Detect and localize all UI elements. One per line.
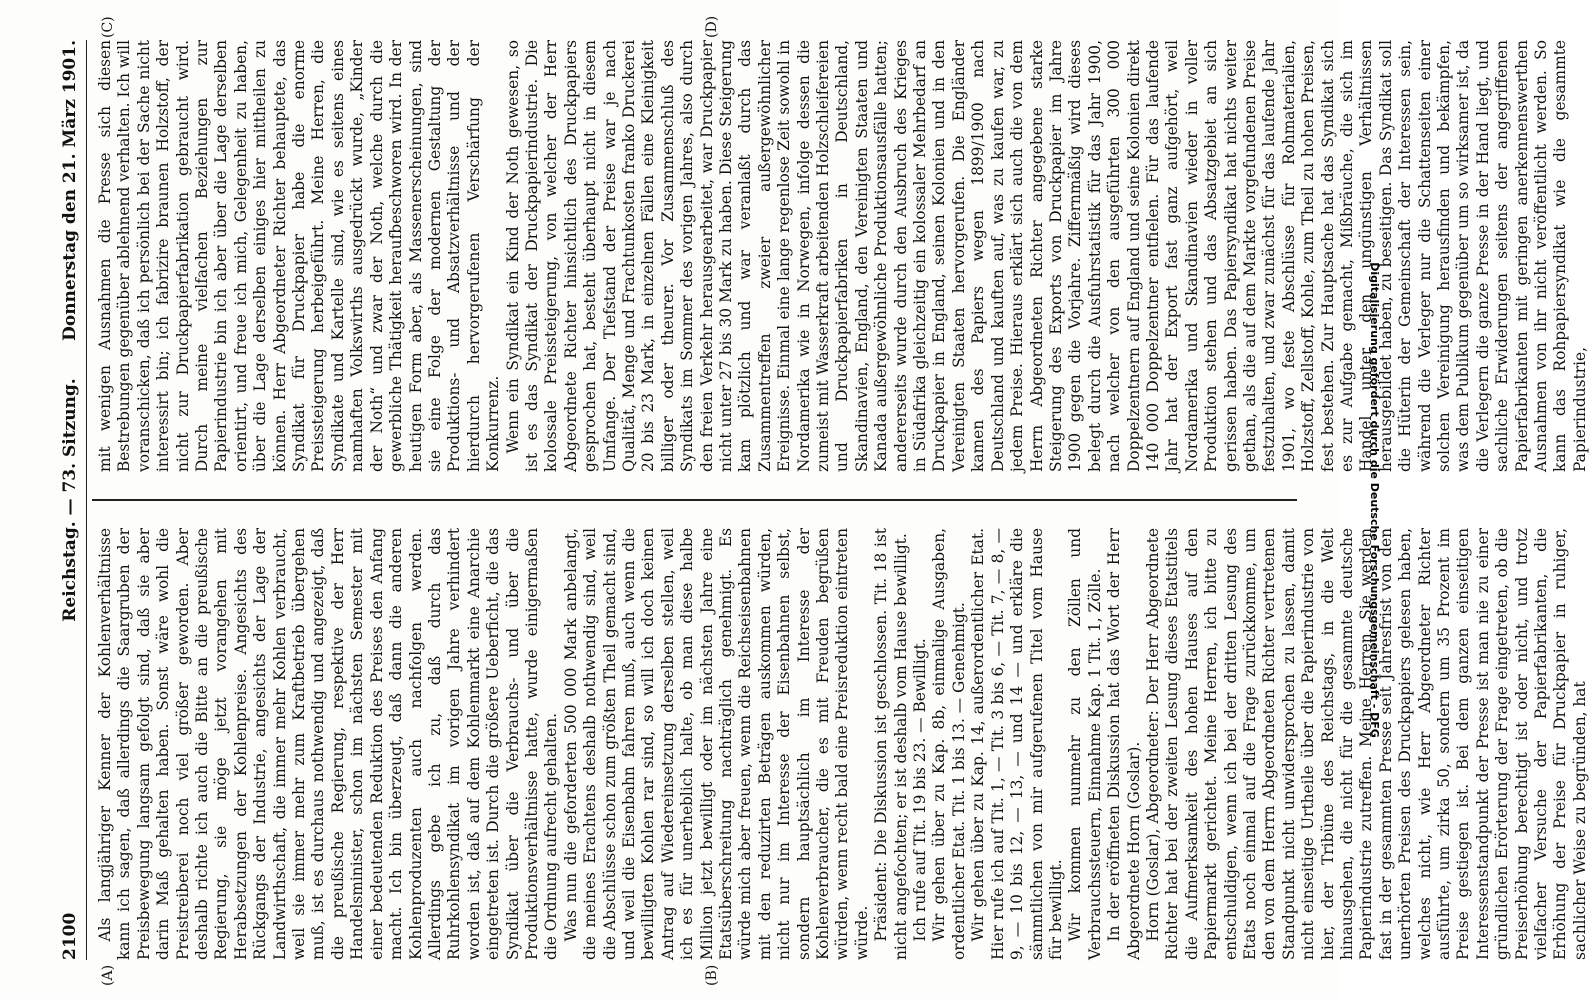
digitization-credit bbox=[1365, 8, 1381, 992]
margin-marker-a: (A) bbox=[100, 964, 116, 986]
paragraph: Wir kommen nunmehr zu den Zöllen und Verbrauchssteuern, Einnahme Kap. 1 Tit. 1, Zölle. bbox=[1066, 528, 1104, 960]
left-text-column bbox=[96, 528, 1589, 960]
paragraph: Als langjähriger Kenner der Kohlenverhältnisse kann ich sagen, daß allerdings die Saargruben der Preisbewegung langsam gefolgt sind, daß sie aber darin Maß gehalten haben. Sonst wäre wohl die Preistreiberei noch viel größer geworden. Aber deshalb richte ich auch die Bitte an die preußische Regierung, sie möge jetzt vorangehen mit Herabsetzungen der Kohlenpreise. Angesichts des Rückgangs der Industrie, angesichts der Lage der Landwirthschaft, die immer mehr Kohlen verbraucht, weil sie immer mehr zum Kraftbetrieb übergehen muß, ist es durchaus nothwendig und angezeigt, daß die preußische Regierung, respektive der Herr Handelsminister, schon im nächsten Semester mit einer bedeutenden Reduktion des Preises den Anfang macht. Ich bin überzeugt, daß dann die anderen Kohlenproduzenten auch nachfolgen werden. Allerdings gebe ich zu, daß durch das Ruhrkohlensyndikat im vorigen Jahre verhindert worden ist, daß auf dem Kohlenmarkt eine Anarchie eingetreten ist. Durch die größere Ueberficht, die das Syndikat über die Verbrauchs- und über die Produktionsverhältnisse hatte, wurde einigermaßen die Ordnung aufrecht gehalten. bbox=[96, 528, 561, 960]
paragraph: Präsident: Die Diskussion ist geschlossen. Tit. 18 ist nicht angefochten; er ist deshalb vom Hause bewilligt. bbox=[872, 528, 910, 960]
column-divider bbox=[92, 500, 1297, 502]
paragraph: In der eröffneten Diskussion hat das Wort der Herr Abgeordnete Horn (Goslar). bbox=[1105, 528, 1143, 960]
digitization-credit-text: Digitalisierung gefördert durch die Deutsche Forschungsgemeinschaft - DFG bbox=[1368, 262, 1381, 738]
paragraph: Wir gehen über zu Kap. 8b, einmalige Ausgaben, ordentlicher Etat. Tit. 1 bis 13. — Genehmigt. bbox=[930, 528, 968, 960]
paragraph: Wir gehen über zu Kap. 14, außerordentlicher Etat. Hier rufe ich auf Tit. 1, — Tit. 3 bis 6, — Tit. 7, — 8, — 9, — 10 bis 12, — 13, — und 14 — und erkläre die sämmtlichen von mir aufgerufenen Titel vom Hause für bewilligt. bbox=[969, 528, 1065, 960]
paragraph: Horn (Goslar), Abgeordneter: Der Herr Abgeordnete Richter hat bei der zweiten Lesung dieses Etatstitels die Aufmerksamkeit des hohen Hauses auf den Papiermarkt gerichtet. Meine Herren, ich bitte zu entschuldigen, wenn ich bei der dritten Lesung des Etats noch einmal auf die Frage zurückkomme, um den von dem Herrn Abgeordneten Richter vertretenen Standpunkt nicht unwidersprochen zu lassen, damit nicht einseitige Urtheile über die Papierindustrie von hier, der Tribüne des Reichstags, in die Welt hinausgehen, die nicht für die gesammte deutsche Papierindustrie zutreffen. Meine Herren, Sie werden fast in der gesammten Presse seit Jahresfrist von den unerhörten Preisen des Druckpapiers gelesen haben, welches nicht, wie Herr Abgeordneter Richter ausführte, um zirka 50, sondern um 35 Prozent im Preise gestiegen ist. Bei dem ganzen einseitigen Interessenstandpunkt der Presse ist man nie zu einer gründlichen Erörterung der Frage eingetreten, ob die Preiserhöhung berechtigt ist oder nicht, und trotz vielfacher Versuche der Papierfabrikanten, die Erhöhung der Preise für Druckpapier in ruhiger, sachlicher Weise zu begründen, hat bbox=[1143, 528, 1589, 960]
paragraph: mit wenigen Ausnahmen die Presse sich diesen Bestrebungen gegenüber ablehnend verhalten. Ich will voranschicken, daß ich persönlich bei der Sache nicht interessirt bin; ich fabrizire braunen Holzstoff, der nicht zur Druckpapierfabrikation gebraucht wird. Durch meine vielfachen Beziehungen zur Papierindustrie bin ich aber über die Lage derselben orientirt, und freue ich mich, Gelegenheit zu haben, über die Lage derselben einiges hier mittheilen zu können. Herr Abgeordneter Richter behauptete, das Syndikat für Druckpapier habe die enorme Preissteigerung herbeigeführt. Meine Herren, die Syndikate und Kartelle sind, wie es seitens eines namhaften Volkswirths ausgedrückt wurde, „Kinder der Noth“ und zwar der Noth, welche durch die gewerbliche Thätigkeit heraufbeschworen wird. In der heutigen Form aber, als Massenerscheinungen, sind sie eine Folge der modernen Gestaltung der Produktions- und Absatzverhältnisse und der hierdurch hervorgerufenen Verschärfung der Konkurrenz. bbox=[96, 40, 503, 472]
page-number: 2100 bbox=[60, 912, 80, 960]
margin-marker-c: (C) bbox=[100, 16, 116, 38]
paragraph: Wenn ein Syndikat ein Kind der Noth gewesen, so ist es das Syndikat der Druckpapierindustrie. Die kolossale Preissteigerung, von welcher der Herr Abgeordnete Richter hinsichtlich des Druckpapiers gesprochen hat, besteht überhaupt nicht in diesem Umfange. Der Tiefstand der Preise war je nach Qualität, Menge und Frachtunkosten franko Druckerei 20 bis 23 Mark, in einzelnen Fällen eine Kleinigkeit billiger oder theurer. Vor Zusammenschluß des Syndikats im Sommer des vorigen Jahres, also durch den freien Verkehr herausgearbeitet, war Druckpapier nicht unter 27 bis 30 Mark zu haben. Diese Steigerung kam plötzlich und war veranlaßt durch das Zusammentreffen zweier außergewöhnlicher Ereignisse. Einmal eine lange regenlose Zeit sowohl in Nordamerika wie in Norwegen, infolge dessen die zumeist mit Wasserkraft arbeitenden Holzschleifereien und Druckpapierfabriken in Deutschland, Skandinavien, England, den Vereinigten Staaten und Kanada außergewöhnliche Produktionsausfälle hatten; andererseits wurde durch den Ausbruch des Krieges in Südafrika gleichzeitig ein kolossaler Mehrbedarf an Druckpapier in England, seinen Kolonien und in den Vereinigten Staaten hervorgerufen. Die Engländer kamen des Papiers wegen 1899/1900 nach Deutschland und kauften auf, was zu kaufen war, zu jedem Preise. Hieraus erklärt sich auch die von dem Herrn Abgeordneten Richter angegebene starke Steigerung des Exports von Druckpapier im Jahre 1900 gegen die Vorjahre. Ziffernmäßig wird dieses belegt durch die Ausfuhrstatistik für das Jahr 1900, nach welcher von den ausgeführten 300 000 Doppelzentnern auf England und seine Kolonien direkt 140 000 Doppelzentner entfielen. Für das laufende Jahr hat der Export fast ganz aufgehört, weil Nordamerika und Skandinavien wieder in voller Produktion stehen und das Absatzgebiet an sich gerissen haben. Das Papiersyndikat hat nichts weiter gethan, als die auf dem Markte vorgefundenen Preise festzuhalten, und zwar zunächst für das laufende Jahr 1901, wo feste Abschlüsse für Rohmaterialien, Holzstoff, Zellstoff, Kohle, zum Theil zu hohen Preisen, fest bestehen. Zur Hauptsache hat das Syndikat sich es zur Aufgabe gemacht, Mißbräuche, die sich im Handel unter den ungünstigen Verhältnissen herausgebildet haben, zu beseitigen. Das Syndikat soll die Hüterin der Gemeinschaft der Interessen sein, während die Verleger nur die Schattenseiten einer solchen Vereinigung herausfinden und bekämpfen, was dem Publikum gegenüber um so wirksamer ist, da die Verlegern die ganze Presse in der Hand liegt, und sachliche Erwiderungen seitens der angegriffenen Papierfabrikanten mit geringen anerkennenswerthen Ausnahmen von ihr nicht veröffentlicht werden. So kann das Rohpapiersyndikat wie die gesammte Papierindustrie, bbox=[503, 40, 1589, 472]
page-header bbox=[52, 40, 87, 960]
right-text-column bbox=[96, 40, 1589, 472]
margin-marker-d: (D) bbox=[704, 15, 720, 38]
margin-marker-b: (B) bbox=[704, 964, 720, 986]
session-date: Donnerstag den 21. März 1901. bbox=[60, 40, 80, 341]
paragraph: Ich rufe auf Tit. 19 bis 23. — Bewilligt. bbox=[911, 638, 930, 942]
session-title: Reichstag. — 73. Sitzung. bbox=[60, 378, 80, 622]
paragraph: Was nun die geforderten 500 000 Mark anbelangt, die meines Erachtens deshalb nothwendig sind, weil die Abschlüsse schon zum größten Theil gemacht sind, und weil die Eisenbahn fahren muß, auch wenn die bewilligten Kohlen rar sind, so will ich doch keinen Antrag auf Wiedereinsetzung derselben stellen, weil ich es für unerheblich halte, ob man diese halbe Million jetzt bewilligt oder im nächsten Jahre eine Etatsüberschreitung nachträglich genehmigt. Es würde mich aber freuen, wenn die Reichseisenbahnen mit den reduzirten Beträgen auskommen würden, nicht nur im Interesse der Eisenbahnen selbst, sondern hauptsächlich im Interesse der Kohlenverbraucher, die es mit Freuden begrüßen würden, wenn recht bald eine Preisreduktion eintreten würde. bbox=[561, 528, 871, 960]
